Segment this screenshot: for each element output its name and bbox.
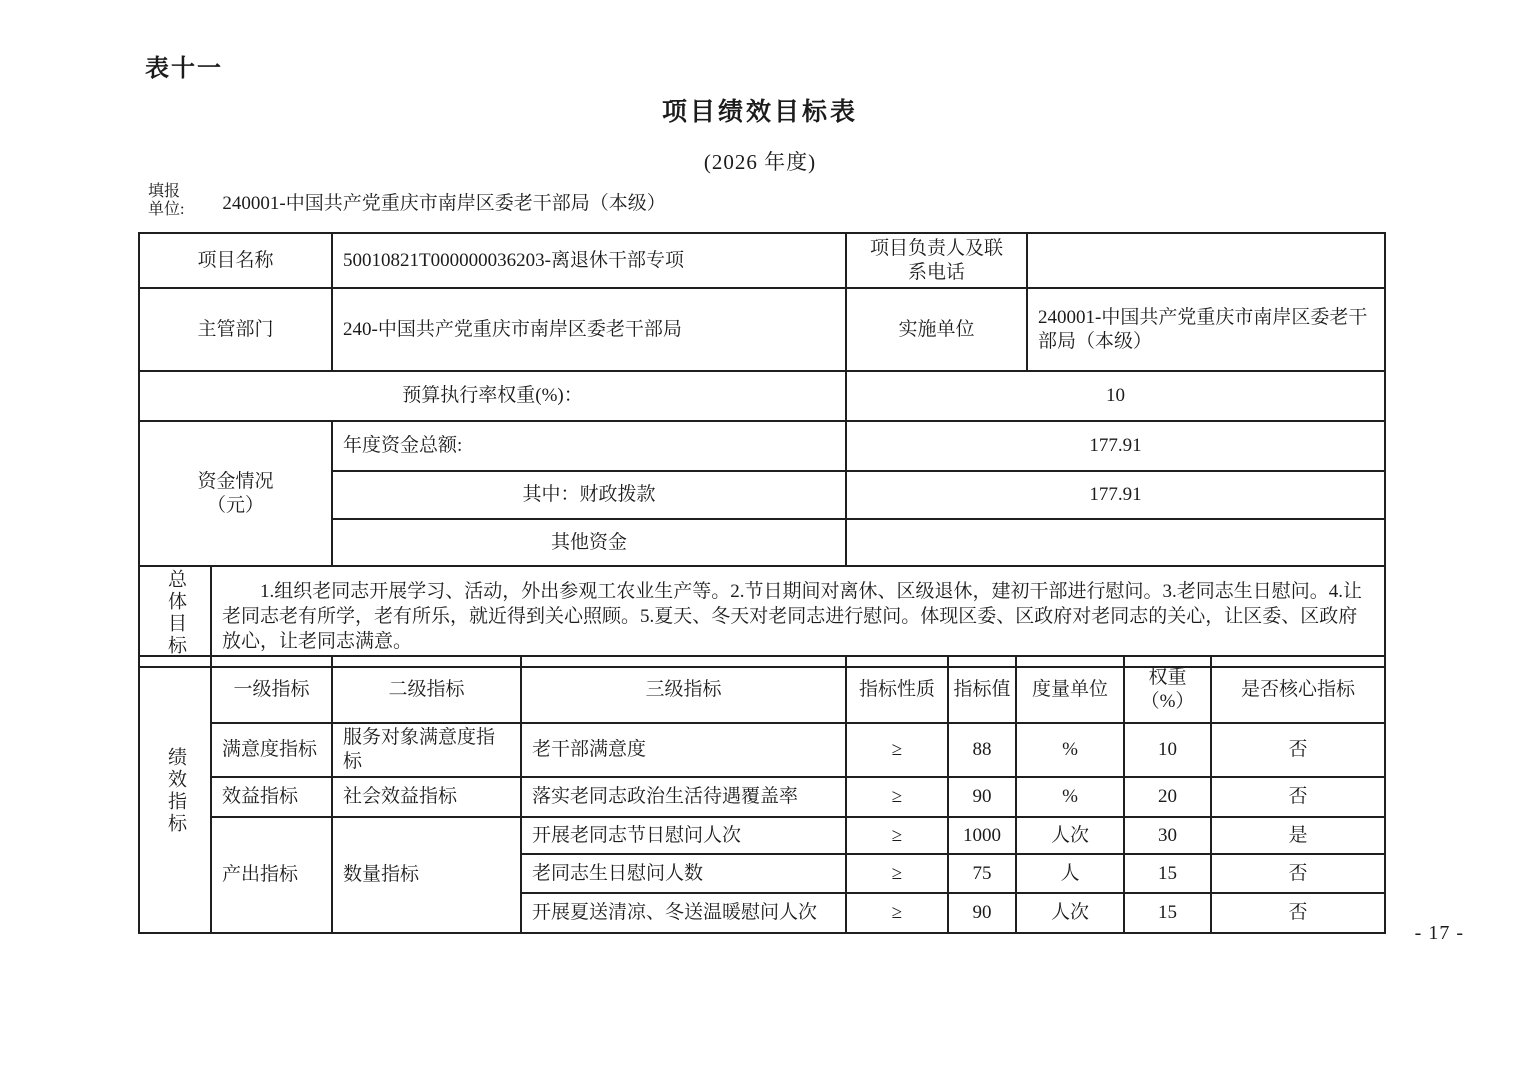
overall-goal-text: 1.组织老同志开展学习、活动，外出参观工农业生产等。2.节日期间对离休、区级退休，建初干部进行慰问。3.老同志生日慰问。4.让老同志老有所学，老有所乐，就近得到关心照顾。5.夏天、冬天对老同志进行慰问。体现区委、区政府对老同志的关心，让区委、区政府放心，让老同志满意。: [211, 566, 1385, 667]
header-unit: 度量单位: [1016, 656, 1124, 723]
manager-label: 项目负责人及联系电话: [846, 233, 1027, 288]
funding-label: 资金情况 （元）: [139, 421, 332, 566]
indicator-weight: 30: [1124, 817, 1211, 854]
indicator-core: 是: [1211, 817, 1385, 854]
indicator-level1: 产出指标: [211, 817, 332, 933]
indicator-level1: 效益指标: [211, 777, 332, 817]
indicator-row: [139, 817, 1385, 854]
overall-goal-label: 总体目标: [139, 566, 211, 667]
page-title: 项目绩效目标表: [661, 99, 858, 126]
funding-total-value: 177.91: [846, 421, 1385, 471]
budget-weight-value: 10: [846, 371, 1385, 421]
indicators-table: [138, 655, 1386, 934]
indicator-unit: 人次: [1016, 817, 1124, 854]
funding-fiscal-value: 177.91: [846, 471, 1385, 519]
indicator-weight: 15: [1124, 893, 1211, 933]
dept-value: 240-中国共产党重庆市南岸区委老干部局: [332, 288, 846, 371]
fill-unit-label: 填报单位:: [148, 183, 185, 218]
indicator-row: [139, 777, 1385, 817]
indicator-nature: ≥: [846, 854, 948, 893]
indicator-nature: ≥: [846, 893, 948, 933]
funding-other-value: [846, 519, 1385, 566]
page-subtitle: (2026 年度): [703, 150, 817, 174]
manager-value: [1027, 233, 1385, 288]
indicators-side-label: 绩效指标: [139, 656, 211, 933]
indicator-level2: 数量指标: [332, 817, 521, 933]
funding-fiscal-label: 其中：财政拨款: [332, 471, 846, 519]
header-nature: 指标性质: [846, 656, 948, 723]
funding-total-label: 年度资金总额:: [332, 421, 846, 471]
indicator-unit: %: [1016, 723, 1124, 777]
indicator-nature: ≥: [846, 817, 948, 854]
fill-unit-value: 240001-中国共产党重庆市南岸区委老干部局（本级）: [222, 192, 666, 214]
indicator-unit: %: [1016, 777, 1124, 817]
indicator-core: 否: [1211, 723, 1385, 777]
indicator-weight: 20: [1124, 777, 1211, 817]
funding-other-label: 其他资金: [332, 519, 846, 566]
indicator-level2: 社会效益指标: [332, 777, 521, 817]
indicator-core: 否: [1211, 854, 1385, 893]
header-weight: 权重（%）: [1124, 656, 1211, 723]
indicator-core: 否: [1211, 893, 1385, 933]
indicator-row: [139, 723, 1385, 777]
indicator-nature: ≥: [846, 777, 948, 817]
indicator-nature: ≥: [846, 723, 948, 777]
indicator-value: 90: [948, 893, 1016, 933]
indicator-level1: 满意度指标: [211, 723, 332, 777]
indicator-level2: 服务对象满意度指标: [332, 723, 521, 777]
impl-label: 实施单位: [846, 288, 1027, 371]
project-name-label: 项目名称: [139, 233, 332, 288]
budget-weight-label: 预算执行率权重(%)：: [139, 371, 846, 421]
header-level3: 三级指标: [521, 656, 846, 723]
indicator-unit: 人次: [1016, 893, 1124, 933]
indicator-core: 否: [1211, 777, 1385, 817]
table-number-tag: 表十一: [145, 56, 223, 82]
header-core: 是否核心指标: [1211, 656, 1385, 723]
indicators-header-row: [139, 656, 1385, 723]
fill-unit-row: [148, 183, 666, 219]
indicator-level3: 开展老同志节日慰问人次: [521, 817, 846, 854]
indicator-unit: 人: [1016, 854, 1124, 893]
indicator-level3: 落实老同志政治生活待遇覆盖率: [521, 777, 846, 817]
indicator-value: 88: [948, 723, 1016, 777]
project-info-table: [138, 232, 1386, 668]
dept-label: 主管部门: [139, 288, 332, 371]
page-number: - 17 -: [1414, 922, 1464, 944]
header-level2: 二级指标: [332, 656, 521, 723]
impl-value: 240001-中国共产党重庆市南岸区委老干部局（本级）: [1027, 288, 1385, 371]
indicator-level3: 老同志生日慰问人数: [521, 854, 846, 893]
indicator-value: 1000: [948, 817, 1016, 854]
indicator-level3: 开展夏送清凉、冬送温暖慰问人次: [521, 893, 846, 933]
indicator-weight: 15: [1124, 854, 1211, 893]
project-name-value: 50010821T000000036203-离退休干部专项: [332, 233, 846, 288]
indicator-level3: 老干部满意度: [521, 723, 846, 777]
header-value: 指标值: [948, 656, 1016, 723]
indicator-value: 90: [948, 777, 1016, 817]
header-level1: 一级指标: [211, 656, 332, 723]
indicator-value: 75: [948, 854, 1016, 893]
indicator-weight: 10: [1124, 723, 1211, 777]
